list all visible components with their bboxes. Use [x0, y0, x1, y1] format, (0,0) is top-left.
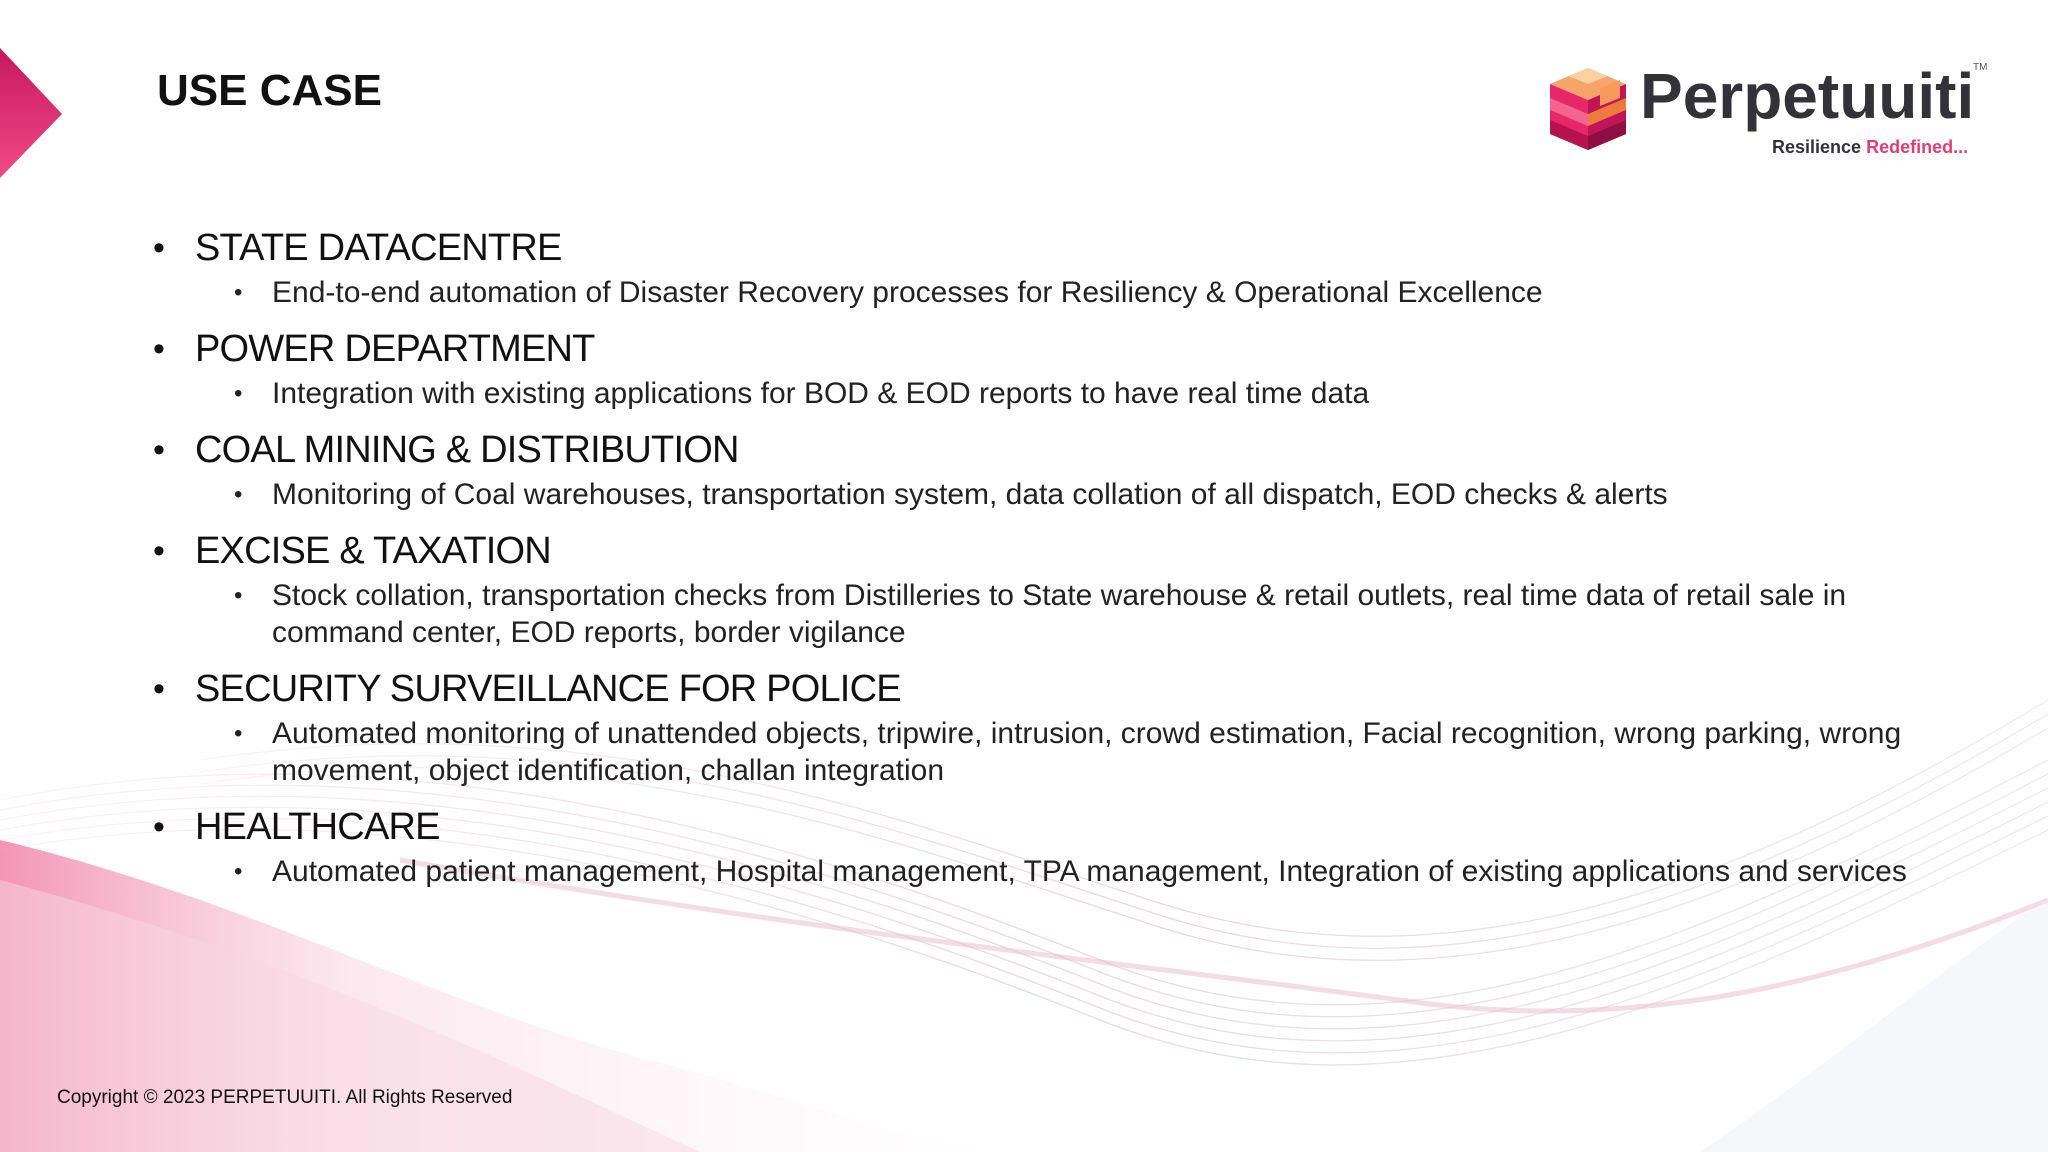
use-case-detail: • Automated monitoring of unattended objects, tripwire, intrusion, crowd estimation, Facial recognition, wrong parking, wrong movement, object identification, challan integration — [272, 715, 1910, 789]
trademark-symbol: TM — [1973, 62, 1988, 73]
use-case-detail: • Stock collation, transportation checks from Distilleries to State warehouse & retail outlets, real time data of retail sale in command center, EOD reports, border vigilance — [272, 577, 1910, 651]
use-case-detail: • Integration with existing applications for BOD & EOD reports to have real time data — [272, 375, 1910, 412]
use-case-item — [150, 323, 1910, 412]
use-case-detail: • Automated patient management, Hospital management, TPA management, Integration of existing applications and services — [272, 853, 1910, 890]
copyright-footer: Copyright © 2023 PERPETUUITI. All Rights Reserved — [57, 1087, 513, 1108]
stacked-cube-logo-icon — [1550, 68, 1626, 150]
perpetuuiti-logo — [1550, 58, 1990, 168]
use-case-heading: • POWER DEPARTMENT — [150, 323, 1910, 375]
use-case-detail: • Monitoring of Coal warehouses, transportation system, data collation of all dispatch, EOD checks & alerts — [272, 476, 1910, 513]
tagline-dark: Resilience — [1772, 137, 1862, 157]
use-case-list — [150, 222, 1910, 890]
logo-tagline — [1772, 137, 1968, 158]
use-case-item — [150, 222, 1910, 311]
use-case-heading: • HEALTHCARE — [150, 801, 1910, 853]
use-case-item — [150, 663, 1910, 789]
slide-title: USE CASE — [157, 66, 382, 115]
use-case-heading: • STATE DATACENTRE — [150, 222, 1910, 274]
use-case-content — [150, 222, 1910, 902]
use-case-heading: • COAL MINING & DISTRIBUTION — [150, 424, 1910, 476]
use-case-item — [150, 424, 1910, 513]
logo-wordmark: Perpetuuiti — [1640, 60, 1975, 132]
use-case-item — [150, 801, 1910, 890]
use-case-item — [150, 525, 1910, 651]
corner-arrow-marker — [0, 0, 70, 190]
use-case-detail: • End-to-end automation of Disaster Recovery processes for Resiliency & Operational Excellence — [272, 274, 1910, 311]
use-case-heading: • SECURITY SURVEILLANCE FOR POLICE — [150, 663, 1910, 715]
tagline-accent: Redefined... — [1866, 137, 1969, 157]
use-case-heading: • EXCISE & TAXATION — [150, 525, 1910, 577]
